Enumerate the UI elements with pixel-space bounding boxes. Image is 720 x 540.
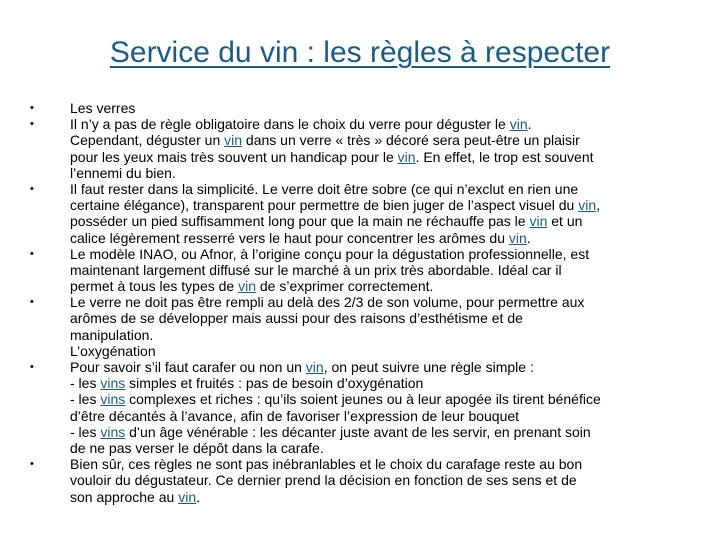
line-text xyxy=(30,246,589,262)
line-text xyxy=(30,327,153,343)
wine-link[interactable]: vin xyxy=(508,229,527,246)
line-text xyxy=(30,181,578,197)
text-line xyxy=(30,327,690,343)
text-line xyxy=(30,132,690,148)
text-segment: arômes de se développer mais aussi pour des raisons d’esthétisme et de xyxy=(70,310,523,327)
text-line xyxy=(30,472,690,488)
text-line xyxy=(30,246,690,262)
line-text xyxy=(30,440,324,456)
bullet-marker: • xyxy=(30,458,34,471)
text-line xyxy=(30,116,690,132)
bullet-marker: • xyxy=(30,102,34,114)
text-line xyxy=(30,262,690,278)
text-segment: , xyxy=(596,197,600,214)
text-segment: complexes et riches : qu’ils soient jeunes ou à leur apogée ils tirent bénéfice xyxy=(125,391,601,408)
wine-link[interactable]: vins xyxy=(100,391,126,408)
text-segment: - les xyxy=(70,423,101,440)
line-text xyxy=(30,375,423,391)
bullet-marker: • xyxy=(30,296,34,309)
line-text xyxy=(30,197,600,213)
text-segment: . En effet, le trop est souvent xyxy=(415,148,594,165)
text-line xyxy=(30,197,690,213)
text-segment: Il n’y a pas de règle obligatoire dans le choix du verre pour déguster le xyxy=(70,116,510,133)
text-segment: L’oxygénation xyxy=(70,342,156,359)
text-segment: l’ennemi du bien. xyxy=(70,164,176,181)
text-segment: dans un verre « très » décoré sera peut-être un plaisir xyxy=(242,132,580,149)
wine-link[interactable]: vin xyxy=(578,197,597,214)
wine-link[interactable]: vin xyxy=(178,488,197,505)
text-segment: Il faut rester dans la simplicité. Le verre doit être sobre (ce qui n’exclut en rien une xyxy=(70,180,579,197)
text-line xyxy=(30,391,690,407)
text-segment: Le verre ne doit pas être rempli au delà des 2/3 de son volume, pour permettre aux xyxy=(70,294,585,311)
text-segment: pour les yeux mais très souvent un handicap pour le xyxy=(70,148,398,165)
line-text xyxy=(30,100,135,116)
wine-link[interactable]: vin xyxy=(238,278,256,295)
text-segment: . xyxy=(526,229,531,246)
text-line xyxy=(30,456,690,472)
text-line xyxy=(30,100,690,116)
text-line xyxy=(30,294,690,310)
text-segment: Le modèle INAO, ou Afnor, à l’origine conçu pour la dégustation professionnelle, est xyxy=(70,245,590,262)
wine-link[interactable]: vin xyxy=(509,116,528,133)
text-line xyxy=(30,359,690,375)
line-text xyxy=(30,424,591,440)
text-line xyxy=(30,343,690,359)
text-line xyxy=(30,278,690,294)
line-text xyxy=(30,408,519,424)
bullet-marker: • xyxy=(30,247,34,260)
text-line xyxy=(30,230,690,246)
line-text xyxy=(30,132,580,148)
wine-link[interactable]: vin xyxy=(397,148,416,165)
bullet-marker: • xyxy=(30,182,34,195)
line-text xyxy=(30,294,584,310)
text-segment: maintenant largement diffusé sur le marché à un prix très abordable. Idéal car il xyxy=(70,261,562,278)
text-segment: - les xyxy=(70,375,101,392)
text-segment: . xyxy=(527,116,532,133)
text-segment: son approche au xyxy=(70,488,179,505)
wine-link[interactable]: vin xyxy=(305,359,324,375)
line-text xyxy=(30,456,582,472)
text-segment: d’un âge vénérable : les décanter juste avant de les servir, en prenant soin xyxy=(125,423,591,440)
text-line xyxy=(30,408,690,424)
text-segment: calice légèrement resserré vers le haut pour concentrer les arômes du xyxy=(70,229,509,246)
text-line xyxy=(30,165,690,181)
text-segment: Les verres xyxy=(70,100,136,116)
text-line xyxy=(30,149,690,165)
wine-link[interactable]: vin xyxy=(529,213,548,230)
line-text xyxy=(30,391,601,407)
text-line xyxy=(30,424,690,440)
text-segment: simples et fruités : pas de besoin d’oxygénation xyxy=(125,375,424,392)
line-text xyxy=(30,213,582,229)
text-line xyxy=(30,310,690,326)
bullet-marker: • xyxy=(30,118,34,131)
text-segment: Pour savoir s’il faut carafer ou non un xyxy=(70,359,306,375)
line-text xyxy=(30,149,594,165)
line-text xyxy=(30,262,562,278)
slide-title: Service du vin : les règles à respecter xyxy=(109,36,611,69)
text-line xyxy=(30,489,690,505)
text-segment: et un xyxy=(547,213,583,230)
text-segment: permet à tous les types de xyxy=(70,278,239,295)
text-segment: Cependant, déguster un xyxy=(70,132,225,149)
line-text xyxy=(30,165,176,181)
text-line xyxy=(30,375,690,391)
text-segment: manipulation. xyxy=(70,326,154,343)
line-text xyxy=(30,343,156,359)
text-segment: vouloir du dégustateur. Ce dernier prend la décision en fonction de ses sens et de xyxy=(70,472,577,489)
text-segment: . xyxy=(196,488,200,505)
text-segment: d’être décantés à l’avance, afin de favoriser l’expression de leur bouquet xyxy=(70,407,520,424)
text-segment: certaine élégance), transparent pour permettre de bien juger de l’aspect visuel du xyxy=(70,197,579,214)
line-text xyxy=(30,489,200,505)
text-segment: de ne pas verser le dépôt dans la carafe. xyxy=(70,439,324,456)
text-line xyxy=(30,213,690,229)
text-segment: de s’exprimer correctement. xyxy=(256,278,434,295)
wine-link[interactable]: vins xyxy=(100,423,126,440)
line-text xyxy=(30,359,534,375)
text-segment: Bien sûr, ces règles ne sont pas inébranlables et le choix du carafage reste au bon xyxy=(70,456,583,473)
slide-body xyxy=(30,100,690,505)
line-text xyxy=(30,310,523,326)
wine-link[interactable]: vins xyxy=(100,375,126,392)
text-line xyxy=(30,181,690,197)
text-segment: - les xyxy=(70,391,101,408)
line-text xyxy=(30,230,531,246)
text-segment: , on peut suivre une règle simple : xyxy=(323,359,534,375)
text-segment: posséder un pied suffisamment long pour que la main ne réchauffe pas le xyxy=(70,213,530,230)
line-text xyxy=(30,472,577,488)
line-text xyxy=(30,278,433,294)
wine-link[interactable]: vin xyxy=(224,132,243,149)
line-text xyxy=(30,116,532,132)
text-line xyxy=(30,440,690,456)
bullet-marker: • xyxy=(30,361,34,373)
